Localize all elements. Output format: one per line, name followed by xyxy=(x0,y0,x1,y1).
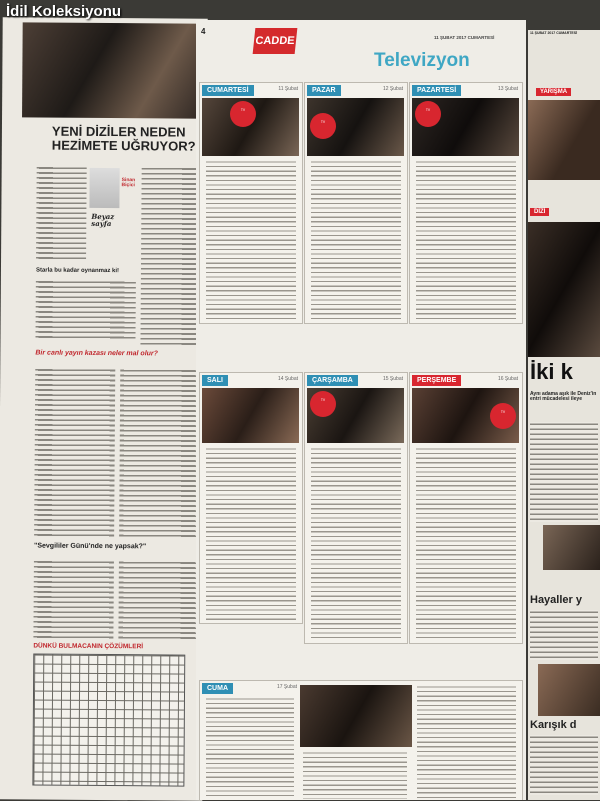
schedule-list xyxy=(203,160,299,321)
column-text-1 xyxy=(36,166,87,261)
right-text-2 xyxy=(530,610,598,660)
right-newspaper-page xyxy=(528,30,600,800)
day-date: 15 Şubat xyxy=(382,376,403,382)
day-box-sunday xyxy=(304,82,408,324)
column-text-4 xyxy=(34,368,115,539)
right-text-1 xyxy=(530,422,598,522)
day-box-monday xyxy=(409,82,523,324)
subhead-valentines: "Sevgililer Günü'nde ne yapsak?" xyxy=(34,542,147,551)
section-title: Televizyon xyxy=(374,50,470,71)
right-snippet: Aynı adama aşık ile Deniz'in entri mücadelesi ileye xyxy=(530,391,597,403)
day-label: SALI xyxy=(202,375,228,386)
day-label: CUMA xyxy=(202,683,233,694)
day-box-saturday xyxy=(199,82,303,324)
show-photo xyxy=(300,685,412,747)
contest-photo xyxy=(528,100,600,180)
day-label: ÇARŞAMBA xyxy=(307,375,358,386)
left-newspaper-page xyxy=(0,17,208,800)
subhead-starla: Starla bu kadar oynanmaz ki! xyxy=(35,267,120,275)
schedule-list xyxy=(413,447,519,641)
schedule-list xyxy=(413,160,519,321)
day-label: PAZARTESİ xyxy=(412,85,461,96)
column-text-6 xyxy=(33,560,114,641)
schedule-list xyxy=(203,697,297,799)
show-badge-icon: TV xyxy=(490,403,516,429)
schedule-list xyxy=(300,751,410,799)
column-name: Beyaz sayfa xyxy=(91,211,115,229)
schedule-list xyxy=(414,685,519,799)
day-label: CUMARTESİ xyxy=(202,85,254,96)
cadde-logo: CADDE xyxy=(253,28,298,54)
day-box-thursday xyxy=(409,372,523,644)
right-photo-3 xyxy=(538,664,600,716)
schedule-list xyxy=(308,160,404,321)
day-date: 11 Şubat xyxy=(278,86,298,92)
right-date-line: 11 ŞUBAT 2017 CUMARTESİ xyxy=(530,31,578,35)
right-text-3 xyxy=(530,735,598,795)
day-box-friday xyxy=(199,680,523,800)
column-text-2 xyxy=(140,166,201,346)
day-date: 12 Şubat xyxy=(382,86,403,92)
show-badge-icon: TV xyxy=(310,391,336,417)
date-line: 11 ŞUBAT 2017 CUMARTESİ xyxy=(434,35,495,40)
show-badge-icon: TV xyxy=(230,101,256,127)
day-box-wednesday xyxy=(304,372,408,644)
headline-photo xyxy=(22,22,208,118)
series-tag: DİZİ xyxy=(530,208,549,216)
day-box-tuesday xyxy=(199,372,303,624)
day-date: 14 Şubat xyxy=(277,376,298,382)
day-label: PERŞEMBE xyxy=(412,375,461,386)
show-photo xyxy=(202,388,299,443)
center-tv-page xyxy=(196,20,526,800)
series-photo xyxy=(528,222,600,357)
day-date: 16 Şubat xyxy=(497,376,518,382)
puzzle-title: DÜNKÜ BULMACANIN ÇÖZÜMLERİ xyxy=(33,642,144,651)
day-date: 13 Şubat xyxy=(497,86,518,92)
watermark: İdil Koleksiyonu xyxy=(6,3,122,20)
schedule-list xyxy=(203,447,299,621)
author-name: Sinan Biçici xyxy=(121,177,136,189)
day-date: 17 Şubat xyxy=(276,684,297,690)
author-photo xyxy=(89,168,119,208)
contest-tag: YARIŞMA xyxy=(536,88,571,96)
main-headline: YENİ DİZİLER NEDEN HEZİMETE UĞRUYOR? xyxy=(51,123,196,154)
big-headline: İki k xyxy=(530,359,573,384)
column-text-5 xyxy=(119,368,200,539)
subhead-live-broadcast: Bir canlı yayın kazası neler mal olur? xyxy=(35,349,158,358)
right-heading-2: Hayaller y xyxy=(530,594,582,606)
right-heading-3: Karışık d xyxy=(530,719,577,731)
column-text-3 xyxy=(35,280,135,341)
day-label: PAZAR xyxy=(307,85,341,96)
page-number: 4 xyxy=(201,27,206,36)
schedule-list xyxy=(308,447,404,641)
show-badge-icon: TV xyxy=(310,113,336,139)
show-badge-icon: TV xyxy=(415,101,441,127)
crossword-grid xyxy=(32,654,185,787)
right-photo-2 xyxy=(543,525,600,570)
column-text-7 xyxy=(118,560,199,641)
